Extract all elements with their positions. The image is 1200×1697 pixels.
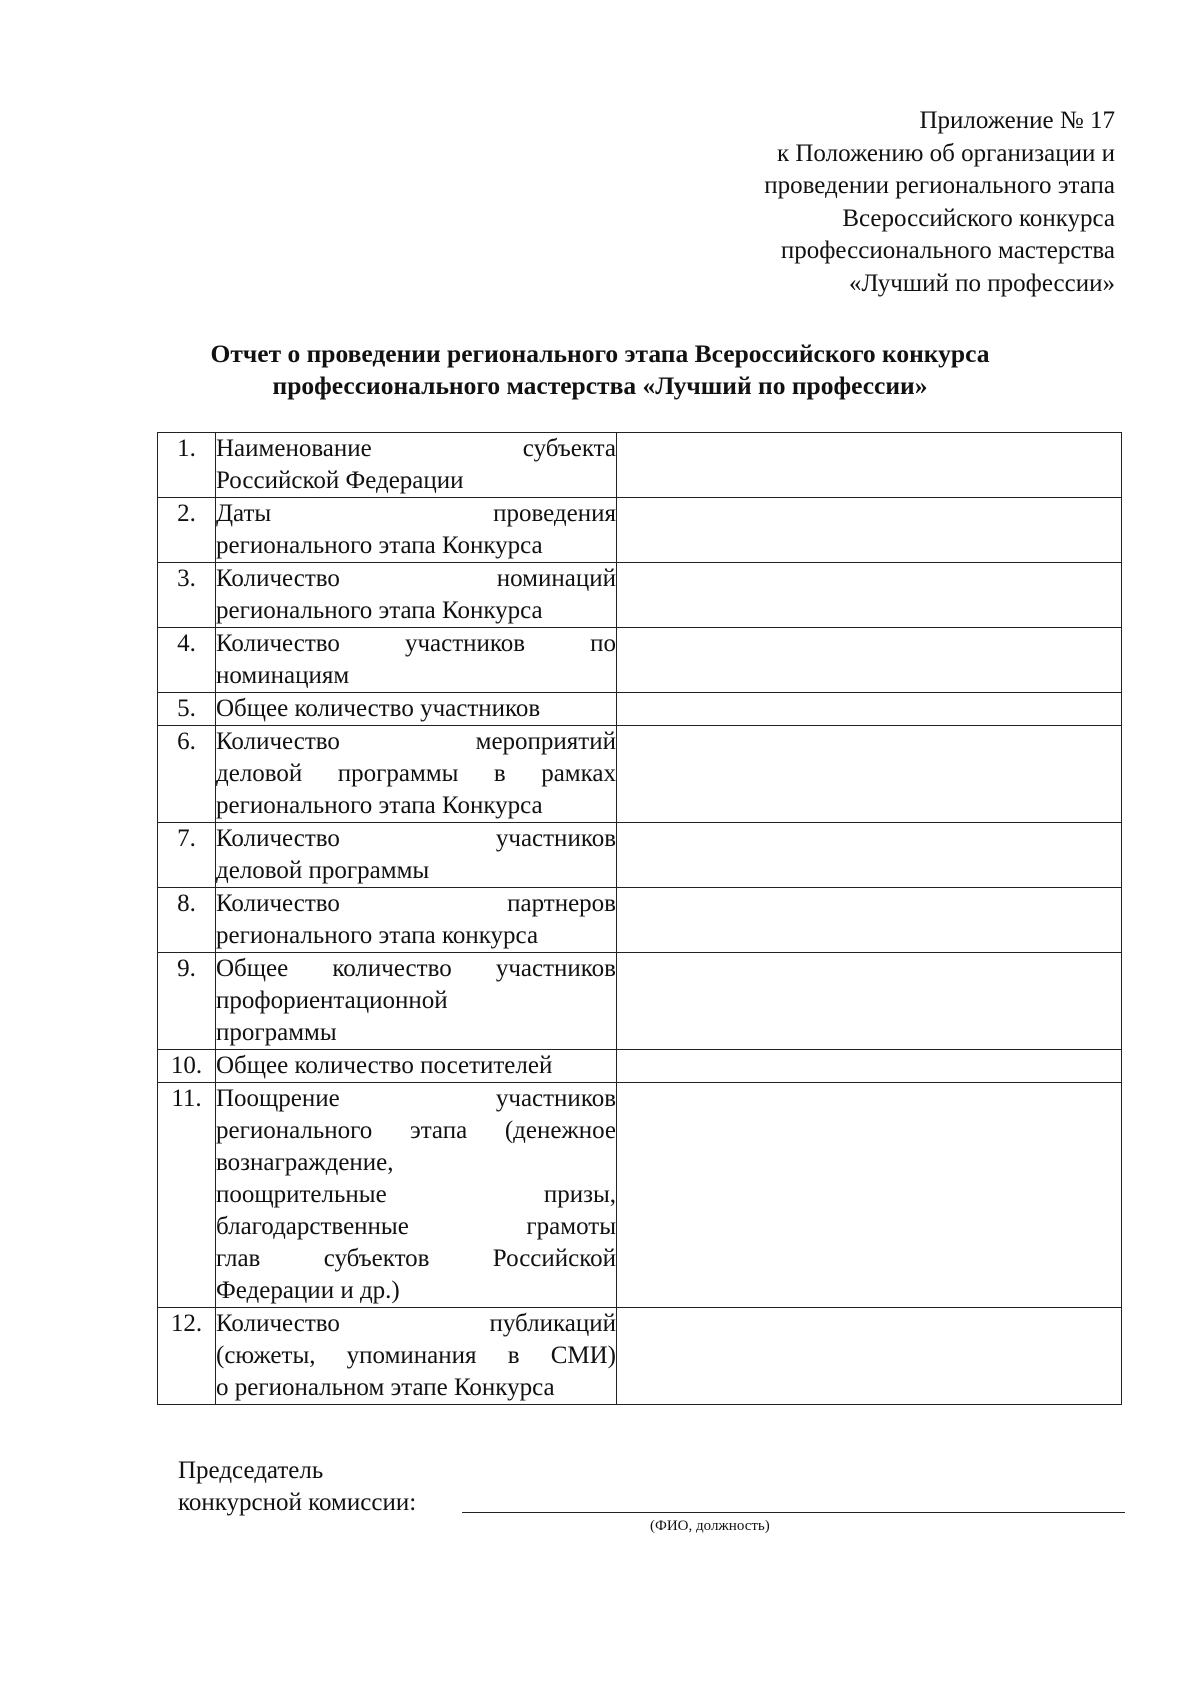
row-label	[216, 1050, 617, 1083]
row-value-cell[interactable]	[617, 1083, 1122, 1308]
row-label	[216, 726, 617, 823]
signature-block	[178, 1455, 416, 1519]
row-label-line: глав субъектов Российской	[216, 1245, 616, 1272]
row-label	[216, 1083, 617, 1308]
row-label-line: регионального этапа Конкурса	[216, 532, 543, 559]
row-value-cell[interactable]	[617, 1050, 1122, 1083]
table-row	[158, 953, 1122, 1050]
title-line-2: профессионального мастерства «Лучший по профессии»	[272, 371, 928, 400]
row-value-cell[interactable]	[617, 563, 1122, 628]
row-label	[216, 433, 617, 498]
signature-hint: (ФИО, должность)	[650, 1518, 770, 1534]
row-label-line: Даты проведения	[216, 500, 616, 527]
row-label	[216, 953, 617, 1050]
table-row	[158, 1308, 1122, 1405]
row-label	[216, 563, 617, 628]
table-row	[158, 433, 1122, 498]
row-label-line: Количество партнеров	[216, 890, 616, 917]
row-label-line: благодарственные грамоты	[216, 1213, 616, 1240]
row-label-line: Количество мероприятий	[216, 728, 616, 755]
row-label-line: Количество участников	[216, 825, 616, 852]
table-row	[158, 1050, 1122, 1083]
row-value-cell[interactable]	[617, 888, 1122, 953]
table-row	[158, 888, 1122, 953]
row-label-line: Поощрение участников	[216, 1085, 616, 1112]
row-label	[216, 498, 617, 563]
row-number: 12.	[158, 1308, 216, 1405]
row-label	[216, 628, 617, 693]
row-value-cell[interactable]	[617, 726, 1122, 823]
report-table	[157, 432, 1122, 1405]
row-number: 10.	[158, 1050, 216, 1083]
row-value-cell[interactable]	[617, 433, 1122, 498]
document-title	[150, 338, 1050, 402]
row-value-cell[interactable]	[617, 953, 1122, 1050]
row-label-line: номинациям	[216, 662, 350, 689]
row-number: 9.	[158, 953, 216, 1050]
row-label-line: регионального этапа конкурса	[216, 922, 539, 949]
row-value-cell[interactable]	[617, 1308, 1122, 1405]
row-number: 8.	[158, 888, 216, 953]
appendix-line: Приложение № 17	[919, 107, 1115, 134]
row-number: 6.	[158, 726, 216, 823]
row-label-line: деловой программы	[216, 857, 430, 884]
row-label	[216, 888, 617, 953]
row-value-cell[interactable]	[617, 498, 1122, 563]
row-number: 3.	[158, 563, 216, 628]
row-label-line: Российской Федерации	[216, 467, 464, 494]
row-label-line: программы	[216, 1019, 337, 1046]
row-label-line: Количество публикаций	[216, 1310, 616, 1337]
appendix-line: «Лучший по профессии»	[848, 269, 1115, 297]
title-line-1: Отчет о проведении регионального этапа Всероссийского конкурса	[210, 339, 990, 368]
table-row	[158, 1083, 1122, 1308]
row-label-line: деловой программы в рамках	[216, 760, 616, 787]
row-number: 4.	[158, 628, 216, 693]
row-label	[216, 823, 617, 888]
row-label-line: вознаграждение,	[216, 1149, 394, 1176]
row-label-line: регионального этапа Конкурса	[216, 792, 543, 819]
table-row	[158, 726, 1122, 823]
row-label-line: Количество участников по	[216, 630, 616, 657]
signature-line[interactable]	[462, 1512, 1125, 1513]
row-number: 5.	[158, 693, 216, 726]
appendix-line: проведении регионального этапа	[764, 172, 1115, 199]
signature-label: конкурсной комиссии:	[178, 1489, 417, 1516]
signature-role: Председатель	[178, 1457, 324, 1484]
row-label-line: Наименование субъекта	[216, 435, 616, 462]
row-label-line: Количество номинаций	[216, 565, 616, 592]
row-label-line: поощрительные призы,	[216, 1181, 616, 1208]
row-number: 2.	[158, 498, 216, 563]
row-label-line: профориентационной	[216, 987, 448, 1014]
row-label-line: Общее количество участников	[216, 955, 616, 982]
row-label	[216, 693, 617, 726]
appendix-header	[600, 105, 1115, 300]
table-row	[158, 498, 1122, 563]
row-value-cell[interactable]	[617, 823, 1122, 888]
row-label-line: Федерации и др.)	[216, 1277, 400, 1304]
row-number: 1.	[158, 433, 216, 498]
row-number: 7.	[158, 823, 216, 888]
table-row	[158, 823, 1122, 888]
row-label	[216, 1308, 617, 1405]
report-table-body	[158, 433, 1122, 1405]
row-label-line: Общее количество посетителей	[216, 1052, 553, 1079]
row-label-line: (сюжеты, упоминания в СМИ)	[216, 1342, 616, 1369]
row-label-line: регионального этапа (денежное	[216, 1117, 616, 1144]
row-label-line: Общее количество участников	[216, 695, 541, 722]
appendix-line: профессионального мастерства	[780, 237, 1115, 264]
row-number: 11.	[158, 1083, 216, 1308]
appendix-line: Всероссийского конкурса	[842, 204, 1115, 232]
row-value-cell[interactable]	[617, 693, 1122, 726]
appendix-line: к Положению об организации и	[776, 139, 1115, 167]
row-value-cell[interactable]	[617, 628, 1122, 693]
table-row	[158, 563, 1122, 628]
table-row	[158, 628, 1122, 693]
row-label-line: о региональном этапе Конкурса	[216, 1374, 555, 1401]
table-row	[158, 693, 1122, 726]
row-label-line: регионального этапа Конкурса	[216, 597, 543, 624]
